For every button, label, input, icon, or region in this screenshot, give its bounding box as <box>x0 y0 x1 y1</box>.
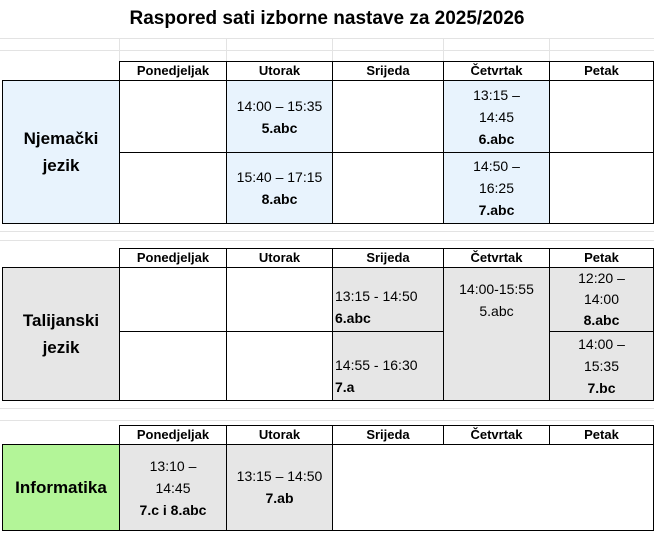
day-header-wednesday: Srijeda <box>332 425 444 445</box>
slot-time-start: 12:20 – <box>578 270 625 286</box>
slot-time-start: 13:10 – <box>149 457 197 474</box>
slot-time-start: 14:00 – <box>578 336 625 352</box>
subject-label-line2: jezik <box>42 156 80 175</box>
day-header-friday: Petak <box>549 248 654 268</box>
slot-class: 7.c i 8.abc <box>139 501 207 518</box>
slot-time-end: 16:25 <box>478 180 515 196</box>
slot-time: 14:00 – 15:35 <box>236 97 323 114</box>
slot-tue <box>226 444 333 531</box>
subject-label-line1: Njemački <box>23 129 99 148</box>
slot-mon-2 <box>119 152 227 224</box>
day-header-friday: Petak <box>549 61 654 81</box>
slot-time-end: 14:00 <box>583 291 620 307</box>
slot-class: 6.abc <box>335 310 371 326</box>
slot-class: 6.abc <box>478 130 515 147</box>
page-title: Raspored sati izborne nastave za 2025/2026 <box>129 8 525 29</box>
slot-thu-2 <box>443 152 550 224</box>
slot-time: 15:40 – 17:15 <box>236 169 323 185</box>
day-header-wednesday: Srijeda <box>332 248 444 268</box>
slot-wed-2 <box>332 331 444 401</box>
slot-class: 5.abc <box>479 303 514 319</box>
slot-wed-1 <box>332 80 444 153</box>
slot-class: 7.a <box>335 379 355 395</box>
slot-mon-1 <box>119 80 227 153</box>
slot-wed-thu-fri-empty <box>332 444 654 531</box>
day-header-monday: Ponedjeljak <box>119 61 227 81</box>
slot-time: 13:15 – 14:50 <box>236 468 323 484</box>
slot-fri-1 <box>549 267 654 332</box>
slot-tue-1 <box>226 80 333 153</box>
slot-class: 5.abc <box>261 119 298 136</box>
day-header-thursday: Četvrtak <box>443 248 550 268</box>
slot-time: 14:00-15:55 <box>459 281 534 297</box>
slot-tue-2 <box>226 152 333 224</box>
subject-label: Informatika <box>15 478 107 497</box>
slot-mon-1 <box>119 267 227 332</box>
slot-thu-merged <box>443 267 550 401</box>
slot-time: 13:15 - 14:50 <box>335 288 418 304</box>
slot-fri-2 <box>549 152 654 224</box>
slot-fri-1 <box>549 80 654 153</box>
slot-class: 8.abc <box>583 312 620 328</box>
slot-time: 14:55 - 16:30 <box>335 357 418 373</box>
subject-label-line1: Talijanski <box>22 311 100 330</box>
slot-mon-2 <box>119 331 227 401</box>
subject-cell-german <box>2 80 120 224</box>
day-header-friday: Petak <box>549 425 654 445</box>
slot-class: 7.bc <box>587 380 616 396</box>
slot-time-end: 15:35 <box>583 358 620 374</box>
subject-cell-informatics <box>2 444 120 531</box>
slot-thu-1 <box>443 80 550 153</box>
slot-time-start: 14:50 – <box>473 158 520 174</box>
slot-time-end: 14:45 <box>478 108 515 125</box>
slot-class: 7.ab <box>265 490 294 506</box>
slot-time-end: 14:45 <box>155 479 191 496</box>
subject-cell-italian <box>2 267 120 401</box>
slot-wed-2 <box>332 152 444 224</box>
slot-tue-1 <box>226 267 333 332</box>
slot-time-start: 13:15 – <box>473 86 520 103</box>
day-header-thursday: Četvrtak <box>443 61 550 81</box>
slot-fri-2 <box>549 331 654 401</box>
day-header-wednesday: Srijeda <box>332 61 444 81</box>
day-header-tuesday: Utorak <box>226 248 333 268</box>
day-header-monday: Ponedjeljak <box>119 425 227 445</box>
subject-label-line2: jezik <box>42 338 80 357</box>
slot-wed-1 <box>332 267 444 332</box>
slot-tue-2 <box>226 331 333 401</box>
slot-class: 7.abc <box>478 202 515 218</box>
day-header-tuesday: Utorak <box>226 425 333 445</box>
slot-class: 8.abc <box>261 191 298 207</box>
day-header-tuesday: Utorak <box>226 61 333 81</box>
day-header-thursday: Četvrtak <box>443 425 550 445</box>
day-header-monday: Ponedjeljak <box>119 248 227 268</box>
slot-mon <box>119 444 227 531</box>
